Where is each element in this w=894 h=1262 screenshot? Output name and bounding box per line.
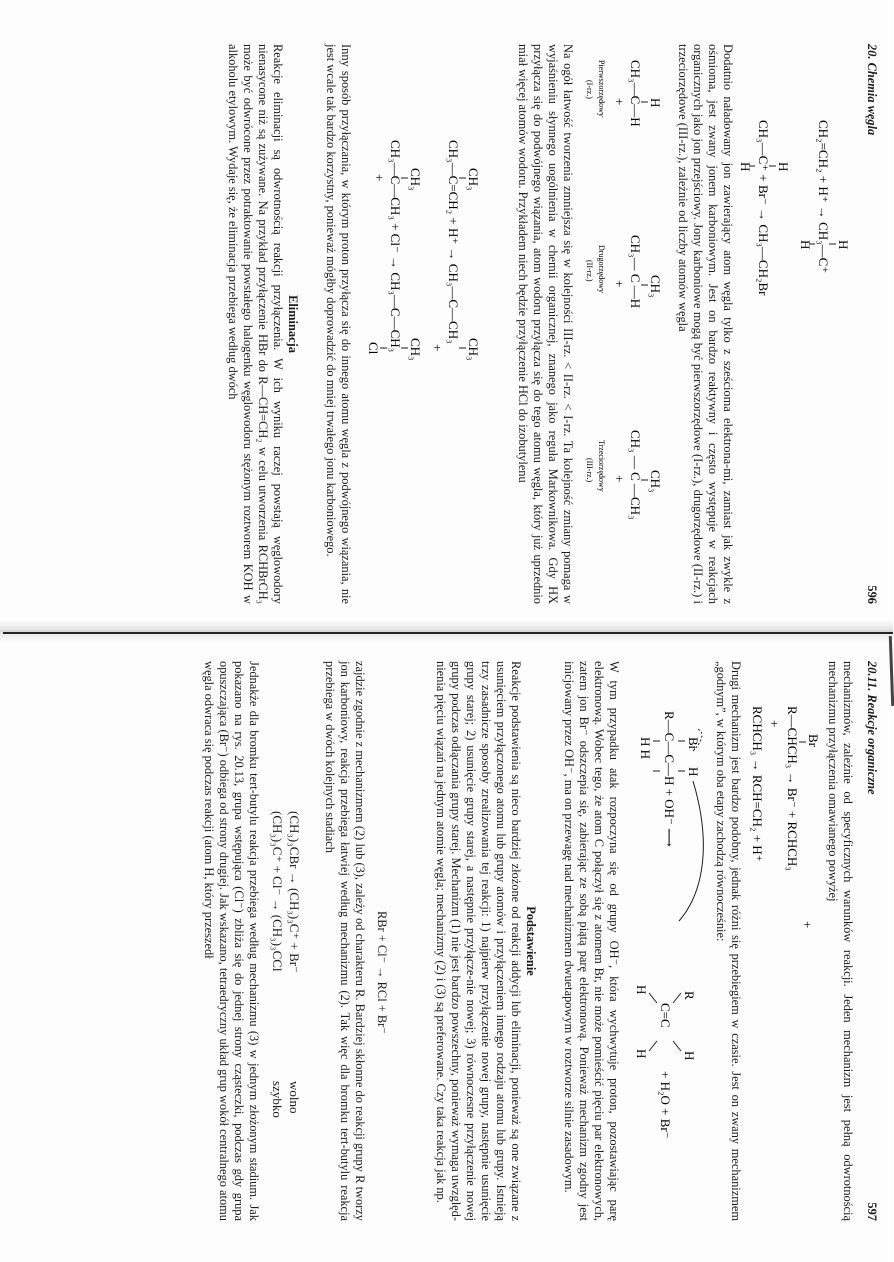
svg-text:+: + [430,344,445,352]
carbonium-ions [583,60,661,580]
equation-chloride [363,140,423,480]
eq1-top-h: H [836,240,851,250]
paragraph: Reakcje podstawienia są nieco bardziej złożone od reakcji addycji lub eliminacji, ponieważ są one związane z usunięciem przyłączonego atomu lub grupy atomów i przyłączeniem innego rodzaju atomu lub grupy. Istnieją trzy zasadnicze sposoby zrealizowania tej reakcji: 1) najpierw przyłączenie nowej grupy, następnie usunięcie grupy starej; 2) usunięcie grupy starej, a następnie przyłącze-nie nowej; 3) równoczesne przyłączenie nowej grupy podczas odłączania grupy starej. Mechanizm (1) nie jest bardzo powszechny, ponieważ wymaga uwzględ-nienia pięciu wiązań na jednym atomie węgla; mechanizmy (2) i (3) są preferowane. Czy taka reakcja jak np. [434,661,523,1221]
svg-text:CH₃: CH₃ [408,338,423,361]
eq3-formula: CH₃—C=CH₂ + H⁺ → CH₃—C—CH₃ [446,140,461,344]
eq2-bottom-h: H [738,162,753,172]
ion-primary [585,60,663,127]
concerted-mechanism [625,691,705,1211]
equation-protonation [798,120,851,440]
svg-text:Pierwszorzędowy: Pierwszorzędowy [597,60,606,117]
svg-text:CH₃: CH₃ [408,168,423,191]
page-number: 596 [865,585,879,604]
ion-tertiary [585,430,663,520]
svg-text:H: H [634,1049,649,1059]
svg-text:H: H [686,767,701,777]
paragraph: W tym przypadku atak rozpoczyna się od grupy OH⁻, która wychwytuje proton, pozostawiając parę elektronową. Wobec tego, że atom C połączył się z atomem Br, nie może pomieścić pięciu par elektronowych, zatem jon Br⁻ odszczepia się, zabierając ze sobą piątą parę elektronową. Ponieważ mechanizm zgodny jest inicjowany przez OH⁻, ma on przewagę nad mechanizmem dwuetapowym w roztworze silnie zasadowym. [562,661,621,1221]
page-header-left [861,44,879,604]
svg-text:H: H [634,985,649,995]
equation-ionization [781,706,821,1066]
eq1-formula: CH₂=CH₂ + H⁺ → CH₃—C⁺ [816,120,831,274]
svg-text:+: + [612,475,627,483]
paragraph: Drugi mechanizm jest bardzo podobny, jednak różni się przebiegiem w czasie. Jest on zwany mechanizmem „godnym”, w którym oba etapy zachodzą równocześnie: [714,661,743,1221]
svg-text:CH₃—C—H: CH₃—C—H [628,60,643,127]
page-596 [0,0,893,631]
svg-text:(III-rz.): (III-rz.) [585,458,594,483]
eq2-top-h: H [776,162,791,172]
page-header-right [861,661,879,1221]
section-heading: Podstawienie [524,906,538,976]
svg-text:+: + [767,720,782,728]
eq1-bottom-h: H [798,240,813,250]
svg-text:Br: Br [806,734,821,747]
eq-formula: RCHCH₃ → RCH=CH₂ + H⁺ [750,706,765,862]
svg-text:CH₃— C —H: CH₃— C —H [628,235,643,309]
svg-text:H: H [682,1051,697,1061]
svg-text:CH₃ — C —CH₃: CH₃ — C —CH₃ [628,430,643,520]
svg-text:R: R [682,991,697,1000]
svg-text:Cl: Cl [366,342,381,355]
page-597 [0,631,893,1262]
eq4-formula: CH₃—C—CH₃ + Cl⁻ → CH₃—C—CH₃ [388,140,403,353]
running-head: 20.11. Reakcje organiczne [865,661,879,795]
mech-alkene: C=C [658,1003,673,1028]
svg-text:CH₃: CH₃ [648,275,663,298]
eq-formula: R—CHCH₃ → Br⁻ + RCHCH₃ [785,706,800,871]
mech-products: + H₂O + Br⁻ [658,1071,673,1139]
paragraph: Dodatnio naładowany jon zawierający atom węgla tylko z sześcioma elektrona-mi, zamiast jak zwykle z ośmioma, jest zwany jonem karboniowym. Jest on bardzo reaktywny i często występuje w reakcjach organicznych jako jon przejściowy. Jony karboniowe mogą być pierwszorzędowe (I-rz.), drugorzędowe (II-rz.) i trzeciorzędowe (III-rz.), zależnie od liczby atomów węgla [676,44,735,604]
paragraph: Inny sposób przyłączania, w którym proton przyłącza się do innego atomu węgla z podwójnego wiązania, nie jest wcale tak bardzo korzystny, ponieważ mógłby doprowadzić do mniej trwałego jonu karboniowego. [324,44,353,604]
equation-deprotonation [745,706,781,1066]
svg-text:H H: H H [638,737,653,760]
two-step-equations: (CH₃)₃CBr → (CH₃)₃C⁺ + Br⁻ wolno (CH₃)₃C⁺ + Cl⁻ → (CH₃)₃CCl szybko [270,811,302,1118]
paragraph: Na ogół łatwość tworzenia zmniejsza się w kolejności III-rz. < II-rz. < I-rz. Ta kolejność zmiany pomaga w wyjaśnieniu słynnego uogólnienia w chemii organicznej, znanego jako reguła Markownikowa. Gdy HX przyłącza się do podwójnego wiązania, atom wodoru przyłącza się do tego atomu węgla, który już uprzednio miał więcej atomów wodoru. Przykładem niech będzie przyłączenie HCl do izobutylenu [516,44,575,604]
svg-text:+: + [800,921,815,929]
equation-substitution: RBr + Cl⁻ → RCl + Br⁻ [375,911,389,1034]
svg-text:+: + [372,174,387,182]
svg-text:Drugorzędowy: Drugorzędowy [597,245,606,293]
svg-text:CH₃: CH₃ [466,338,481,361]
paragraph: zajdzie zgodnie z mechanizmem (2) lub (3), zależy od charakteru R. Bardziej skłonne do reakcji grupy R tworzy jon karboniowy, reakcja przebiega łatwiej według mechanizmu (2). Tak więc dla bromku tert-butylu reakcja przebiega w dwóch kolejnych stadiach [323,661,367,1221]
svg-text:(II-rz.): (II-rz.) [585,260,594,282]
paragraph: Jednakże dla bromku tert-butylu reakcja przebiega według mechanizmu (3) w jednym złożonym stadium. Jak pokazano na rys. 20.13, grupa wstępująca (Cl⁻) zbliża się do jednej strony cząsteczki, podczas gdy grupa opuszczająca (Br⁻) odbiega od strony drugiej. Jak wskazano, tetraedryczny układ grup wokół centralnego atomu węgla odwraca się podczas reakcji (atom H, który przeszedł [202,661,261,1221]
equation-isobutylene [425,140,481,480]
svg-text:CH₃: CH₃ [648,470,663,493]
svg-text:(I-rz.): (I-rz.) [585,80,594,99]
svg-text:Trzeciorzędowy: Trzeciorzędowy [597,440,606,492]
svg-text:+: + [612,98,627,106]
svg-text:CH₃: CH₃ [466,168,481,191]
svg-text:+: + [612,280,627,288]
page-number: 597 [865,1202,879,1221]
section-heading: Eliminacja [286,295,300,353]
eq2-formula: CH₃—C⁺ + Br⁻ → CH₃—CH₂Br [756,120,771,296]
paragraph: mechanizmów, zależnie od specyficznych warunków reakcji. Jeden mechanizm jest pełną odwrotnością mechanizmu przyłączenia omawianego powyżej [826,661,855,1221]
paragraph: Reakcje eliminacji są odwrotnością reakcji przyłączenia. W ich wyniku raczej powstają węglowodory nienasycone niż są zużywane. Na przykład przyłączenie HBr do R—CH=CH₂ w celu utworzenia RCHBrCH₃ może być odwrócone przez potraktowanie powstałego halogenku węglowodoru stężonym roztworem KOH w alkoholu etylowym. Wydaje się, że eliminacja przebiega według dwóch [226,44,285,604]
equation-bromide [738,120,791,440]
mech-reactant: R—C—C—H + OH⁻ ⟶ [662,711,677,847]
ion-secondary [585,235,663,308]
svg-text:Br: Br [686,737,701,750]
svg-text:H: H [648,98,663,108]
running-head: 20. Chemia węgla [865,44,879,136]
